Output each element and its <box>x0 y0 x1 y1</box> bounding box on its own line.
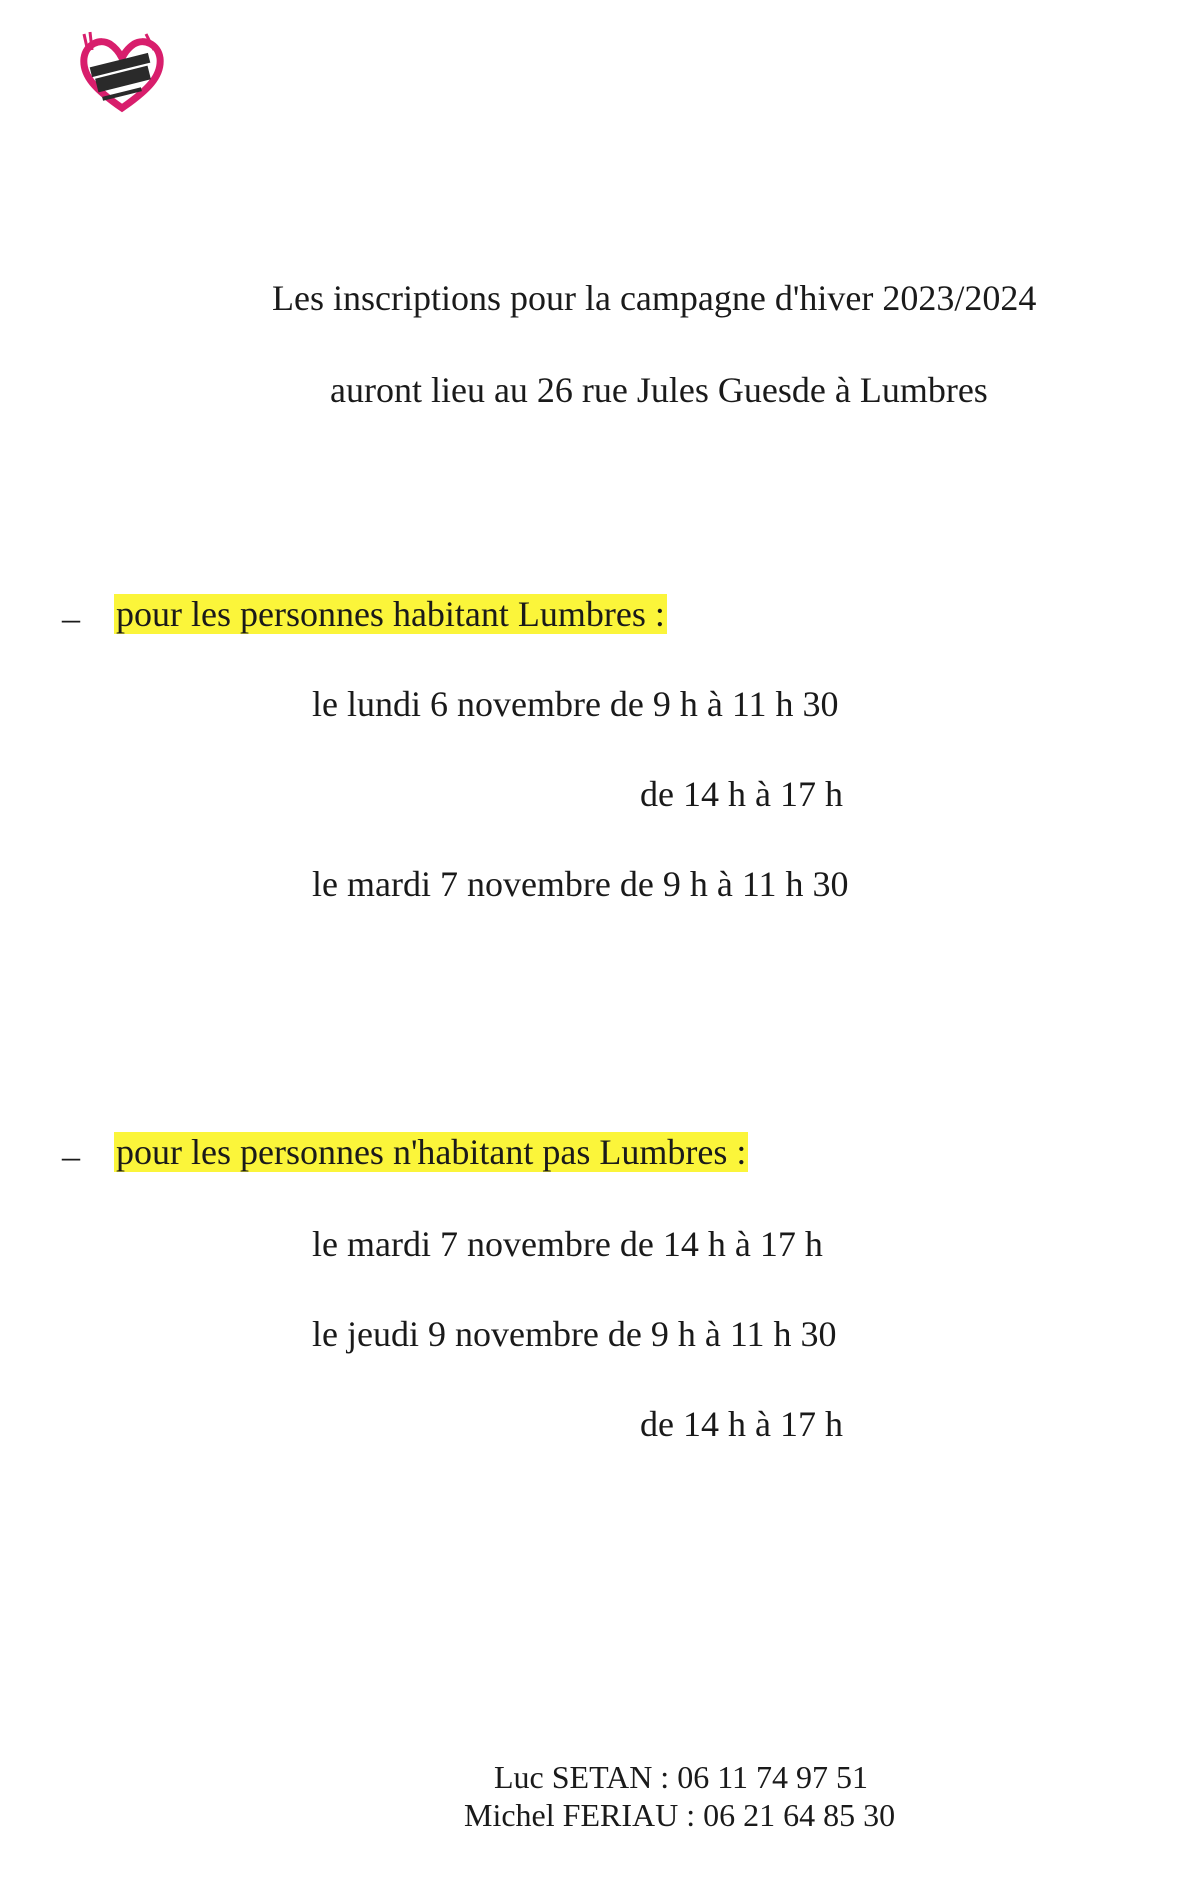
contact-line-1: Luc SETAN : 06 11 74 97 51 <box>494 1759 868 1795</box>
slot-line: le mardi 7 novembre de 14 h à 17 h <box>312 1224 823 1264</box>
slot-line: le jeudi 9 novembre de 9 h à 11 h 30 <box>312 1314 837 1354</box>
highlighted-heading: pour les personnes n'habitant pas Lumbres : <box>116 1132 747 1172</box>
section-heading-non-residents <box>114 1130 748 1174</box>
bullet-dash: – <box>62 1136 80 1176</box>
restos-du-coeur-logo <box>76 28 168 120</box>
slot-line: de 14 h à 17 h <box>640 1404 843 1444</box>
intro-line-2: auront lieu au 26 rue Jules Guesde à Lumbres <box>330 370 988 410</box>
intro-line-1: Les inscriptions pour la campagne d'hiver 2023/2024 <box>272 278 1037 318</box>
slot-line: de 14 h à 17 h <box>640 774 843 814</box>
slot-line: le lundi 6 novembre de 9 h à 11 h 30 <box>312 684 839 724</box>
section-heading-residents <box>114 592 667 636</box>
bullet-dash: – <box>62 598 80 638</box>
highlighted-heading: pour les personnes habitant Lumbres : <box>116 594 665 634</box>
slot-line: le mardi 7 novembre de 9 h à 11 h 30 <box>312 864 849 904</box>
contact-line-2: Michel FERIAU : 06 21 64 85 30 <box>464 1797 896 1833</box>
